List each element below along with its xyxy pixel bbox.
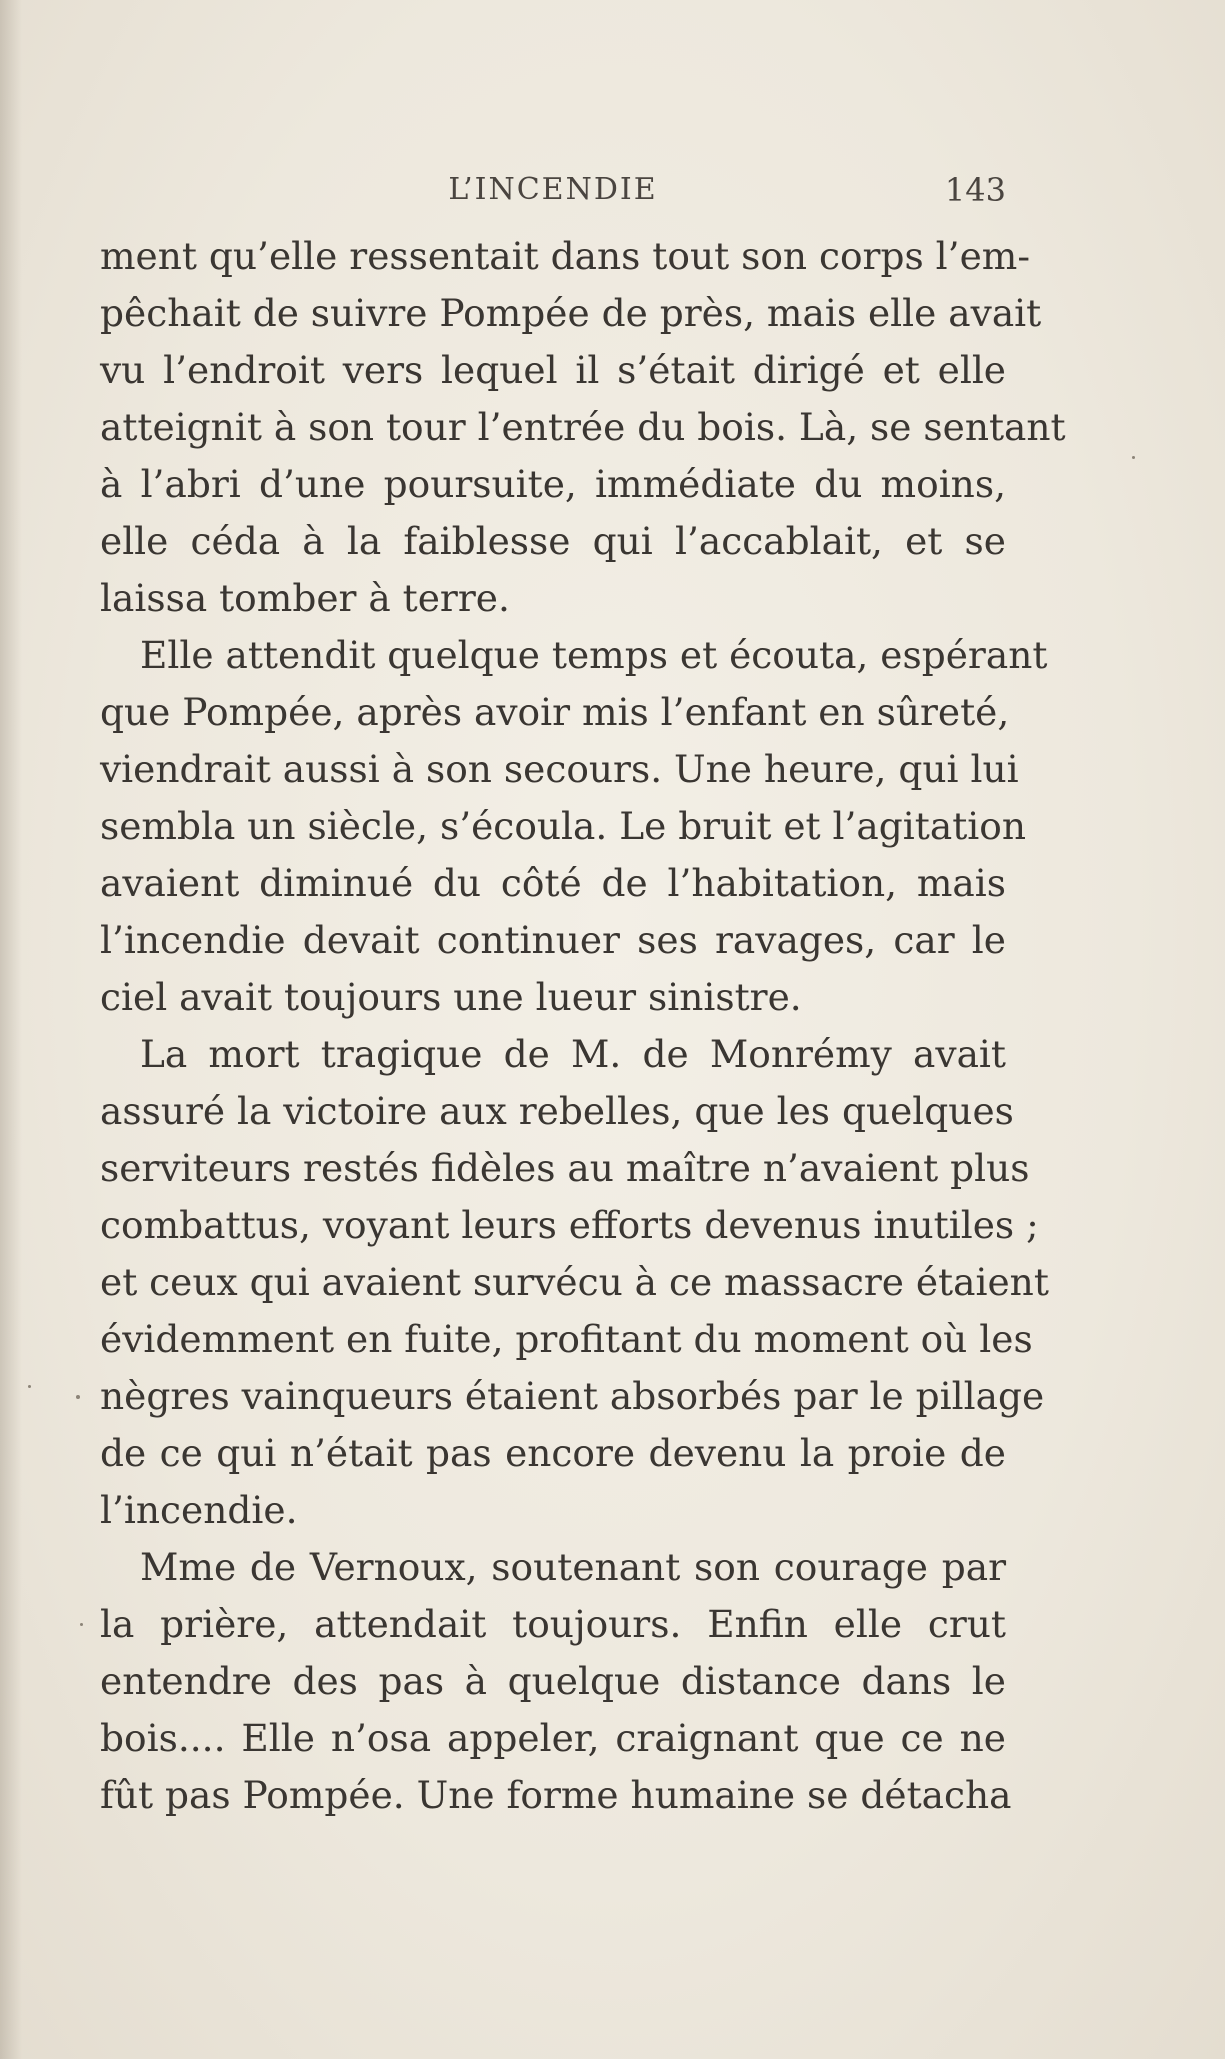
text-line: pêchait de suivre Pompée de près, mais elle avait (100, 291, 1042, 335)
text-line: que Pompée, après avoir mis l’enfant en sûreté, (100, 690, 1010, 734)
text-line: combattus, voyant leurs efforts devenus inutiles ; (100, 1203, 1039, 1247)
text-line: assuré la victoire aux rebelles, que les quelques (100, 1089, 1014, 1133)
text-line: fût pas Pompée. Une forme humaine se détacha (100, 1773, 1012, 1817)
text-line: entendre des pas à quelque distance dans le (100, 1659, 1006, 1703)
text-line: évidemment en fuite, profitant du moment où les (100, 1317, 1033, 1361)
gutter-shadow (0, 0, 22, 2059)
text-line: à l’abri d’une poursuite, immédiate du moins, (100, 462, 1006, 506)
paper-speck (80, 1623, 83, 1626)
paper-speck (1132, 456, 1135, 459)
text-line: vu l’endroit vers lequel il s’était dirigé et elle (100, 348, 1006, 392)
text-line: viendrait aussi à son secours. Une heure, qui lui (100, 747, 1019, 791)
text-line: Elle attendit quelque temps et écouta, espérant (140, 633, 1048, 677)
text-line: laissa tomber à terre. (100, 576, 510, 620)
text-line: la prière, attendait toujours. Enfin elle crut (100, 1602, 1006, 1646)
paper-speck (28, 1385, 31, 1388)
page-number: 143 (944, 171, 1006, 209)
text-line: et ceux qui avaient survécu à ce massacre étaient (100, 1260, 1049, 1304)
text-line: ment qu’elle ressentait dans tout son corps l’em- (100, 234, 1030, 278)
text-line: bois.... Elle n’osa appeler, craignant que ce ne (100, 1716, 1006, 1760)
paper-speck (76, 1395, 80, 1399)
text-line: avaient diminué du côté de l’habitation, mais (100, 861, 1006, 905)
text-line: l’incendie devait continuer ses ravages, car le (100, 918, 1006, 962)
text-line: ciel avait toujours une lueur sinistre. (100, 975, 802, 1019)
running-head (100, 168, 1006, 212)
text-line: serviteurs restés fidèles au maître n’avaient plus (100, 1146, 1030, 1190)
text-line: de ce qui n’était pas encore devenu la proie de (100, 1431, 1006, 1475)
text-line: nègres vainqueurs étaient absorbés par le pillage (100, 1374, 1045, 1418)
text-line: sembla un siècle, s’écoula. Le bruit et l’agitation (100, 804, 1026, 848)
text-line: La mort tragique de M. de Monrémy avait (140, 1032, 1006, 1076)
body-text (100, 228, 1066, 1824)
text-line: elle céda à la faiblesse qui l’accablait, et se (100, 519, 1006, 563)
text-line: atteignit à son tour l’entrée du bois. Là, se sentant (100, 405, 1066, 449)
text-line: l’incendie. (100, 1488, 298, 1532)
running-title: L’INCENDIE (448, 172, 658, 207)
text-line: Mme de Vernoux, soutenant son courage par (140, 1545, 1006, 1589)
